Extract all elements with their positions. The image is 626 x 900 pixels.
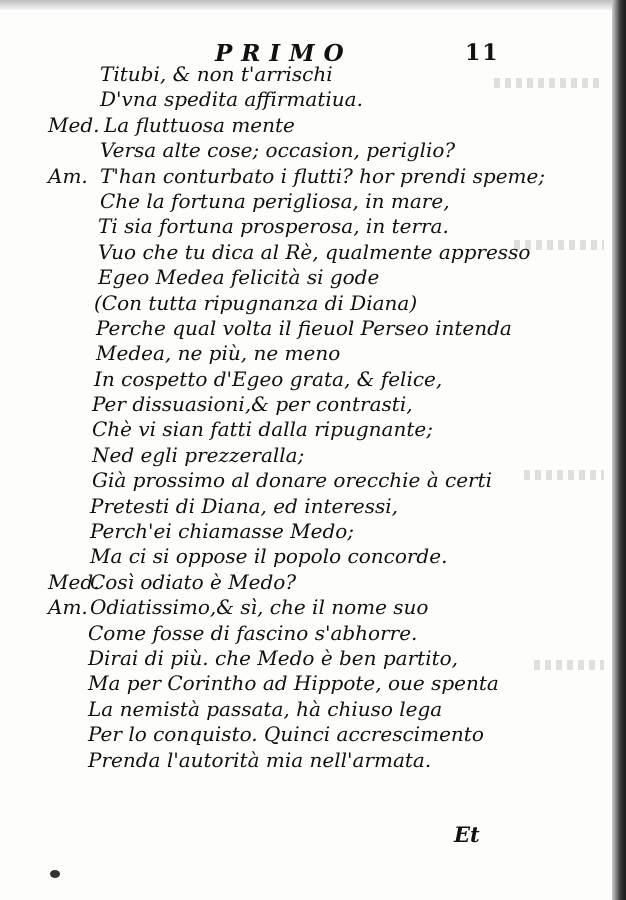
verse-text-line: Perche qual volta il fieuol Perseo intenda	[96, 315, 512, 340]
verse-text-line: La fluttuosa mente	[104, 112, 295, 137]
verse-line	[0, 595, 626, 620]
verse-text-line: Chè vi sian fatti dalla ripugnante;	[92, 417, 433, 442]
verse-text-line: In cospetto d'Egeo grata, & felice,	[94, 366, 443, 391]
verse-line	[0, 544, 626, 569]
verse-line	[0, 748, 626, 773]
scan-top-edge	[0, 0, 626, 10]
verse-text-line: Ma per Corintho ad Hippote, oue spenta	[88, 671, 499, 696]
verse-text-line: Così odiato è Medo?	[90, 569, 297, 594]
verse-line	[0, 265, 626, 290]
verse-line	[0, 189, 626, 214]
verse-text	[0, 62, 626, 773]
verse-text-line: Vuo che tu dica al Rè, qualmente appresso	[98, 239, 531, 264]
verse-line	[0, 341, 626, 366]
verse-line	[0, 494, 626, 519]
verse-text-line: T'han conturbato i flutti? hor prendi speme;	[100, 163, 546, 188]
verse-text-line: Egeo Medea felicità si gode	[98, 265, 380, 290]
verse-text-line: Per dissuasioni,& per contrasti,	[92, 392, 413, 417]
page-number: 11	[465, 40, 500, 66]
ink-blot	[50, 870, 60, 878]
verse-line	[0, 671, 626, 696]
speaker-label: Med.	[48, 112, 100, 137]
verse-line	[0, 240, 626, 265]
verse-text-line: La nemistà passata, hà chiuso lega	[88, 696, 443, 721]
verse-line	[0, 214, 626, 239]
verse-text-line: Come fosse di fascino s'abhorre.	[88, 620, 418, 645]
verse-line	[0, 443, 626, 468]
catchword: Et	[454, 822, 480, 847]
verse-line	[0, 113, 626, 138]
verse-line	[0, 87, 626, 112]
running-title: PRIMO	[215, 40, 353, 67]
verse-text-line: Per lo conquisto. Quinci accrescimento	[88, 722, 484, 747]
verse-line	[0, 392, 626, 417]
verse-line	[0, 62, 626, 87]
verse-line	[0, 164, 626, 189]
verse-line	[0, 138, 626, 163]
verse-text-line: Che la fortuna perigliosa, in mare,	[100, 188, 450, 213]
verse-text-line: Dirai di più. che Medo è ben partito,	[88, 645, 459, 670]
verse-line	[0, 697, 626, 722]
verse-line	[0, 417, 626, 442]
verse-line	[0, 570, 626, 595]
verse-text-line: Ma ci si oppose il popolo concorde.	[90, 544, 448, 569]
verse-text-line: Già prossimo al donare orecchie à certi	[92, 468, 493, 493]
verse-text-line: Pretesti di Diana, ed interessi,	[90, 493, 399, 518]
verse-text-line: D'vna spedita affirmatiua.	[100, 87, 363, 112]
verse-text-line: Odiatissimo,& sì, che il nome suo	[90, 595, 429, 620]
verse-text-line: Medea, ne più, ne meno	[96, 341, 341, 366]
verse-line	[0, 646, 626, 671]
verse-line	[0, 468, 626, 493]
verse-line	[0, 316, 626, 341]
verse-text-line: Perch'ei chiamasse Medo;	[90, 519, 355, 544]
speaker-label: Am.	[48, 595, 88, 620]
verse-line	[0, 722, 626, 747]
verse-text-line: Titubi, & non t'arrischi	[100, 62, 333, 86]
verse-line	[0, 519, 626, 544]
verse-line	[0, 367, 626, 392]
verse-line	[0, 621, 626, 646]
verse-text-line: Ti sia fortuna prosperosa, in terra.	[98, 214, 449, 239]
verse-line	[0, 291, 626, 316]
speaker-label: Am.	[48, 163, 88, 188]
verse-text-line: Ned egli prezzeralla;	[92, 442, 305, 467]
speaker-label: Med.	[48, 569, 100, 594]
verse-text-line: Versa alte cose; occasion, periglio?	[100, 138, 456, 163]
verse-text-line: (Con tutta ripugnanza di Diana)	[94, 290, 418, 315]
verse-text-line: Prenda l'autorità mia nell'armata.	[88, 747, 432, 772]
